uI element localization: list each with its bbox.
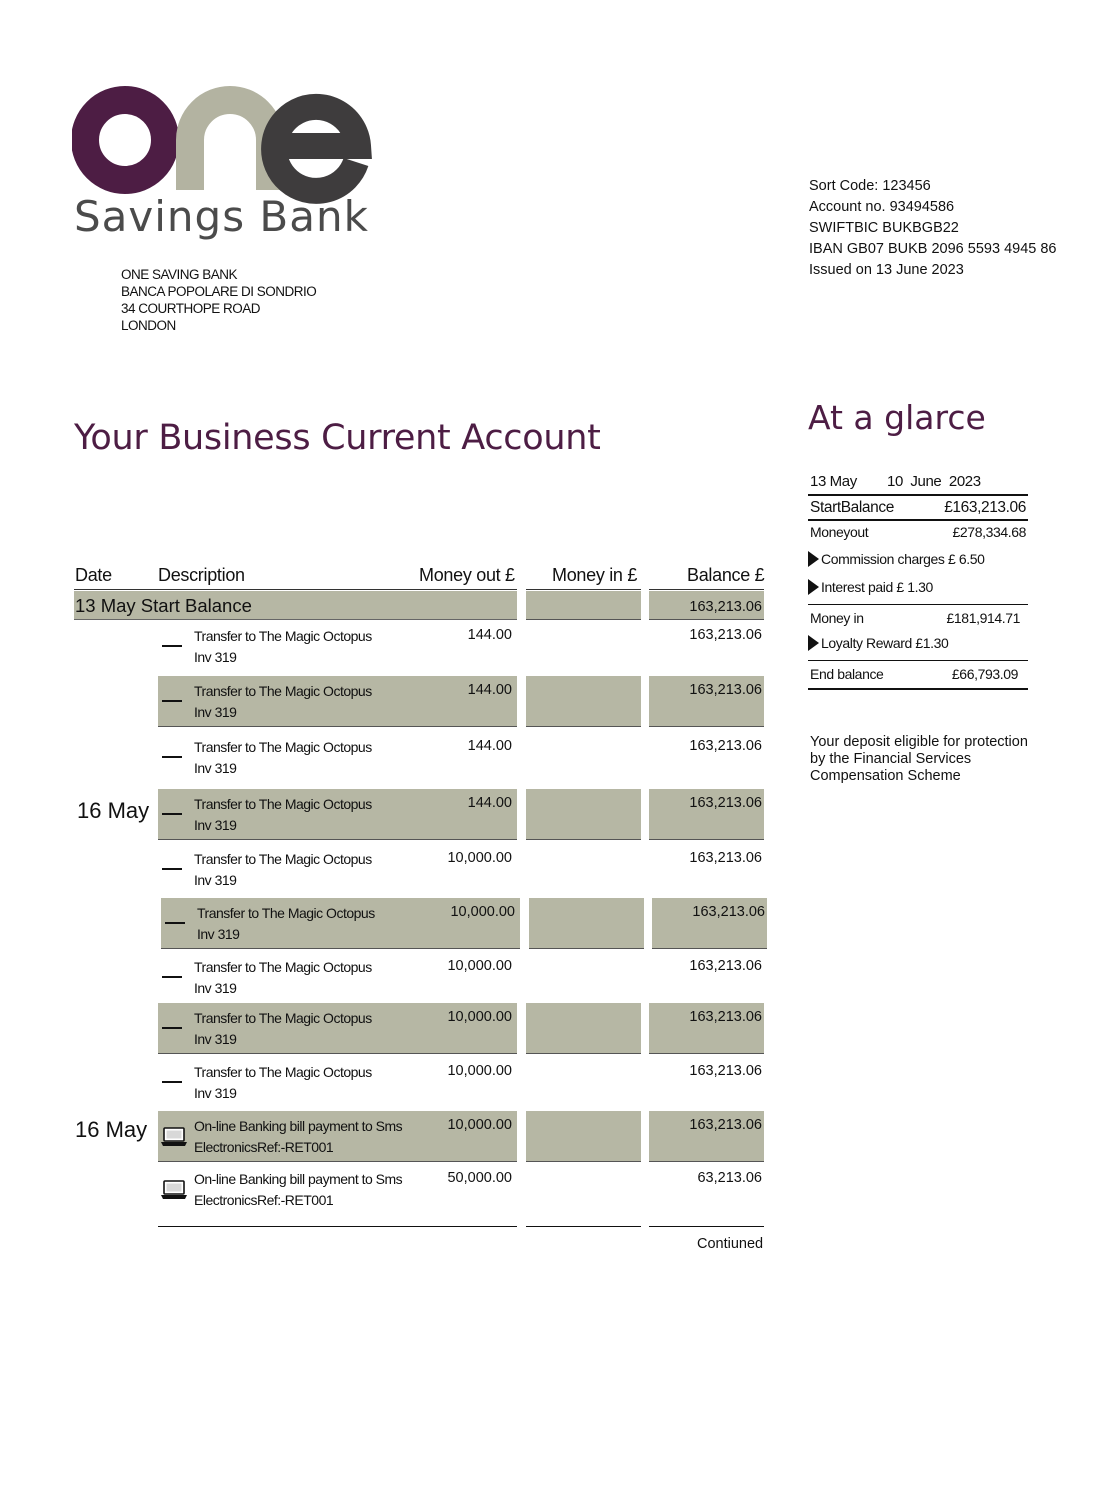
row-money-in-cell xyxy=(526,1003,641,1054)
row-balance: 163,213.06 xyxy=(689,1117,762,1133)
row-description-line1: Transfer to The Magic Octopus xyxy=(194,1010,372,1026)
glance-date-to: 10 June 2023 xyxy=(887,473,981,490)
glance-interest-text: Interest paid £ 1.30 xyxy=(821,579,933,595)
address-line: 34 COURTHOPE ROAD xyxy=(121,301,261,316)
column-header-money-out: Money out £ xyxy=(419,565,515,585)
account-details xyxy=(809,176,1056,281)
row-date: 16 May xyxy=(77,798,150,823)
header-rule xyxy=(649,589,764,590)
row-description-line2: Inv 319 xyxy=(194,704,237,720)
glance-loyalty-text: Loyalty Reward £1.30 xyxy=(821,635,949,651)
header-rule xyxy=(526,589,641,590)
glance-commission-text: Commission charges £ 6.50 xyxy=(821,551,985,567)
glance-start-balance xyxy=(808,496,1028,521)
dash-icon xyxy=(162,1027,182,1029)
glance-end-balance xyxy=(808,661,1028,690)
bank-address xyxy=(121,266,316,334)
glance-moneyout-value: £278,334.68 xyxy=(952,524,1026,540)
row-description-line2: Inv 319 xyxy=(194,1085,237,1101)
laptop-icon xyxy=(160,1126,188,1148)
protection-line: Compensation Scheme xyxy=(810,768,961,784)
glance-period xyxy=(808,472,1028,496)
start-balance-value: 163,213.06 xyxy=(689,599,762,615)
glance-moneyin-value: £181,914.71 xyxy=(946,610,1020,626)
triangle-bullet-icon xyxy=(808,551,819,567)
glance-moneyin-label: Money in xyxy=(810,610,864,626)
table-bottom-rule xyxy=(649,1226,764,1227)
glance-date-from: 13 May xyxy=(810,473,857,490)
row-money-in-cell xyxy=(526,789,641,840)
address-line: ONE SAVING BANK xyxy=(121,267,238,282)
row-description-line1: Transfer to The Magic Octopus xyxy=(194,796,372,812)
triangle-bullet-icon xyxy=(808,635,819,651)
row-money-in-cell xyxy=(529,898,644,949)
row-description-line2: Inv 319 xyxy=(194,817,237,833)
glance-title: At a glarce xyxy=(808,398,986,437)
column-header-money-in: Money in £ xyxy=(552,565,638,585)
row-description-line1: Transfer to The Magic Octopus xyxy=(194,628,372,644)
column-header-balance: Balance £ xyxy=(687,565,765,585)
row-money-out: 10,000.00 xyxy=(447,958,512,974)
row-money-out: 10,000.00 xyxy=(447,1117,512,1133)
row-balance: 163,213.06 xyxy=(689,795,762,811)
sort-code: Sort Code: 123456 xyxy=(809,178,931,194)
start-balance-label: 13 May Start Balance xyxy=(75,595,252,616)
triangle-bullet-icon xyxy=(808,579,819,595)
page-title: Your Business Current Account xyxy=(74,418,601,458)
dash-icon xyxy=(165,922,185,924)
row-balance: 163,213.06 xyxy=(689,1009,762,1025)
column-header-description: Description xyxy=(158,565,245,585)
glance-money-in xyxy=(808,605,1028,632)
column-header-date: Date xyxy=(75,565,112,585)
glance-interest xyxy=(808,576,1028,605)
row-description-line1: Transfer to The Magic Octopus xyxy=(194,683,372,699)
row-description-line2: ElectronicsRef:-RET001 xyxy=(194,1139,334,1155)
dash-icon xyxy=(162,1081,182,1083)
row-money-out: 144.00 xyxy=(467,627,512,643)
glance-moneyout-label: Moneyout xyxy=(810,524,869,540)
row-description-line2: Inv 319 xyxy=(194,649,237,665)
table-bottom-rule xyxy=(526,1226,641,1227)
row-money-out: 10,000.00 xyxy=(447,850,512,866)
glance-start-label: StartBalance xyxy=(810,499,894,516)
dash-icon xyxy=(162,813,182,815)
row-money-out: 10,000.00 xyxy=(447,1009,512,1025)
glance-start-value: £163,213.06 xyxy=(944,499,1026,516)
row-money-in-cell xyxy=(526,676,641,727)
protection-notice xyxy=(810,734,1040,785)
row-balance: 163,213.06 xyxy=(689,682,762,698)
row-money-out: 50,000.00 xyxy=(447,1170,512,1186)
address-line: LONDON xyxy=(121,318,176,333)
address-line: BANCA POPOLARE DI SONDRIO xyxy=(121,284,317,299)
row-description-line1: On-line Banking bill payment to Sms xyxy=(194,1118,403,1134)
row-money-in-cell xyxy=(526,1111,641,1162)
row-description-line1: Transfer to The Magic Octopus xyxy=(194,739,372,755)
account-number: Account no. 93494586 xyxy=(809,199,955,215)
glance-end-value: £66,793.09 xyxy=(951,666,1018,682)
dash-icon xyxy=(162,756,182,758)
row-money-out: 144.00 xyxy=(467,795,512,811)
row-description-line1: Transfer to The Magic Octopus xyxy=(194,1064,372,1080)
row-balance: 63,213.06 xyxy=(697,1170,762,1186)
glance-summary xyxy=(808,472,1028,690)
header-rule xyxy=(74,589,517,590)
row-balance: 163,213.06 xyxy=(689,850,762,866)
start-balance-money-in-cell xyxy=(526,591,641,620)
row-balance: 163,213.06 xyxy=(689,627,762,643)
row-balance: 163,213.06 xyxy=(689,958,762,974)
row-description-line2: Inv 319 xyxy=(194,980,237,996)
row-description-line2: Inv 319 xyxy=(197,926,240,942)
row-date: 16 May xyxy=(75,1117,148,1142)
iban: IBAN GB07 BUKB 2096 5593 4945 86 xyxy=(809,241,1057,257)
table-bottom-rule xyxy=(158,1226,517,1227)
laptop-icon xyxy=(160,1179,188,1201)
row-money-out: 144.00 xyxy=(467,682,512,698)
row-money-out: 10,000.00 xyxy=(447,1063,512,1079)
row-description-line1: Transfer to The Magic Octopus xyxy=(194,959,372,975)
row-description-line1: Transfer to The Magic Octopus xyxy=(194,851,372,867)
bank-logo-text: Savings Bank xyxy=(74,192,369,241)
row-money-out: 10,000.00 xyxy=(450,904,515,920)
row-money-out: 144.00 xyxy=(467,738,512,754)
row-balance: 163,213.06 xyxy=(689,738,762,754)
glance-commission xyxy=(808,547,1028,576)
row-description-line2: Inv 319 xyxy=(194,1031,237,1047)
row-description-line1: On-line Banking bill payment to Sms xyxy=(194,1171,403,1187)
glance-money-out xyxy=(808,521,1028,547)
glance-end-label: End balance xyxy=(810,666,884,682)
swift-code: SWIFTBIC BUKBGB22 xyxy=(809,220,959,236)
dash-icon xyxy=(162,868,182,870)
row-description-line2: ElectronicsRef:-RET001 xyxy=(194,1192,334,1208)
protection-line: Your deposit eligible for protection xyxy=(810,734,1028,750)
row-balance: 163,213.06 xyxy=(689,1063,762,1079)
dash-icon xyxy=(162,645,182,647)
glance-loyalty xyxy=(808,632,1028,661)
row-description-line2: Inv 319 xyxy=(194,872,237,888)
continued-note: Contiuned xyxy=(697,1236,764,1252)
row-description-line1: Transfer to The Magic Octopus xyxy=(197,905,375,921)
issue-date: Issued on 13 June 2023 xyxy=(809,262,964,278)
dash-icon xyxy=(162,976,182,978)
protection-line: by the Financial Services xyxy=(810,751,972,767)
dash-icon xyxy=(162,700,182,702)
row-balance: 163,213.06 xyxy=(692,904,765,920)
row-description-line2: Inv 319 xyxy=(194,760,237,776)
